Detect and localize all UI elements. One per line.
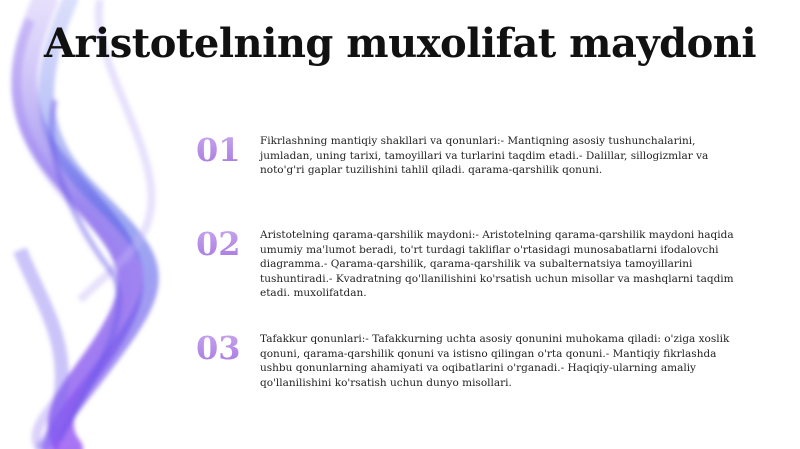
item-number: 02 (196, 225, 241, 263)
item-number: 03 (196, 329, 241, 367)
item-number: 01 (196, 131, 241, 169)
item-text: Tafakkur qonunlari:- Tafakkurning uchta asosiy qonunini muhokama qiladi: o'ziga xoslik qonuni, qarama-qarshilik qonuni va istisno qilingan o'rta qonuni.- Mantiqiy fikrlashda ushbu qonunlarning ahamiyati va oqibatlarini o'rganadi.- Haqiqiy-ularning amaliy qo'llanilishini ko'rsatish uchun dunyo misollari. (260, 333, 730, 389)
item-text: Fikrlashning mantiqiy shakllari va qonunlari:- Mantiqning asosiy tushunchalarini, jumladan, uning tarixi, tamoyillari va turlarini taqdim etadi.- Dalillar, sillogizmlar va noto'g'ri gaplar tuzilishini tahlil qiladi. qarama-qarshilik qonuni. (260, 135, 709, 176)
ribbon-decoration (0, 0, 220, 449)
slide-title: Aristotelning muxolifat maydoni (43, 20, 757, 67)
item-text: Aristotelning qarama-qarshilik maydoni:- Aristotelning qarama-qarshilik maydoni haqida umumiy ma'lumot beradi, to'rt turdagi takliflar o'rtasidagi munosabatlarni ifodalovchi diagramma.- Qarama-qarshilik, qarama-qarshilik va subalternatsiya tamoyillarini tushuntiradi.- Kvadratning qo'llanilishini ko'rsatish uchun misollar va mashqlarni taqdim etadi. muxolifatdan. (260, 229, 734, 299)
